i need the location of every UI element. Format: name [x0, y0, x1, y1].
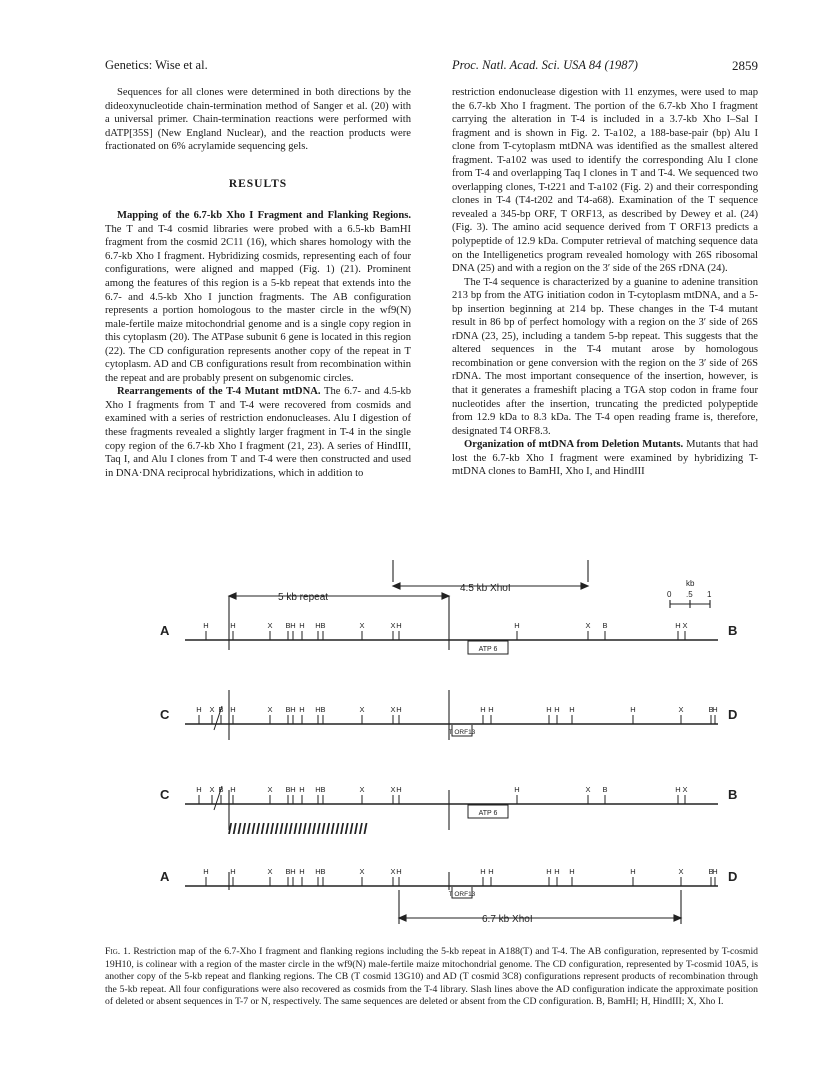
- repeat-arrow-right: [442, 593, 449, 599]
- restriction-site-label-b: B: [708, 705, 714, 714]
- restriction-site-label-x: X: [682, 621, 688, 630]
- orf13-gene-label: T ORF13: [448, 729, 476, 736]
- restriction-site-label-h: H: [488, 867, 494, 876]
- restriction-site-label-x: X: [209, 785, 215, 794]
- atp6-gene-label: ATP 6: [478, 810, 498, 817]
- restriction-site-label-h: H: [299, 621, 305, 630]
- restriction-site-label-x: X: [359, 705, 365, 714]
- xho45-arrow-left: [393, 583, 400, 589]
- map-right-end-label: D: [728, 869, 738, 884]
- restriction-site-label-h: H: [203, 621, 209, 630]
- restriction-site-label-h: H: [675, 621, 681, 630]
- repeat-arrow-left: [229, 593, 236, 599]
- restriction-site-label-h: H: [630, 705, 636, 714]
- restriction-site-label-x: X: [678, 705, 684, 714]
- restriction-site-label-h: H: [230, 785, 236, 794]
- restriction-site-label-h: H: [203, 867, 209, 876]
- configuration-maps: [160, 621, 737, 898]
- restriction-site-label-h: H: [396, 705, 402, 714]
- restriction-site-label-b: B: [320, 785, 326, 794]
- organization-text: Mutants that had lost the 6.7-kb Xho I fragment were examined by hybridizing T-mtDNA clones to BamHI, Xho I, and HindIII: [452, 439, 758, 478]
- restriction-site-label-h: H: [315, 705, 321, 714]
- restriction-site-label-h: H: [514, 621, 520, 630]
- restriction-site-label-h: H: [299, 705, 305, 714]
- caption-text: Restriction map of the 6.7-Xho I fragment and flanking regions including the 5-kb repeat in A188(T) and T-4. The AB configuration, represented by T-cosmid 19H10, is colinear with a region of the master circle in the wf9(N) male-fertile maize mitochondrial genome. The CD configuration, represented by T-cosmid 10A5, is another copy of the 5-kb repeat and flanking regions. The CB (T cosmid 13G10) and AD (T cosmid 3C8) configurations represent products of recombination through the 5-kb repeat. All four configurations were also recovered as cosmids from the T-4 library. Slash lines above the AD configuration indicate the approximate position of deleted or absent sequences in T-7 or N, respectively. The same sequences are deleted or absent from the CD configuration. B, BamHI; H, HindIII; X, Xho I.: [105, 946, 758, 1008]
- results-heading: RESULTS: [228, 177, 288, 190]
- restriction-site-label-h: H: [488, 705, 494, 714]
- restriction-site-label-x: X: [390, 705, 396, 714]
- restriction-site-label-h: H: [480, 867, 486, 876]
- journal-citation: Proc. Natl. Acad. Sci. USA 84 (1987): [452, 58, 638, 72]
- map-right-end-label: B: [728, 787, 738, 802]
- restriction-site-label-h: H: [546, 867, 552, 876]
- restriction-site-label-h: H: [196, 785, 202, 794]
- scale-kb-label: kb: [686, 579, 695, 588]
- restriction-site-label-h: H: [546, 705, 552, 714]
- restriction-site-label-x: X: [678, 867, 684, 876]
- restriction-site-label-b: B: [602, 785, 608, 794]
- restriction-site-label-h: H: [712, 867, 718, 876]
- restriction-site-label-h: H: [514, 785, 520, 794]
- restriction-site-label-b: B: [218, 785, 224, 794]
- restriction-site-label-h: H: [290, 705, 296, 714]
- restriction-site-label-x: X: [267, 867, 273, 876]
- methods-paragraph: Sequences for all clones were determined in both directions by the dideoxynucleotide chain-termination method of Sanger et al. (20) with a universal primer. Chain-termination reactions were performed with dATP[35S] (New England Nuclear), and the reaction products were fractionated on 6% acrylamide sequencing gels.: [105, 87, 411, 153]
- restriction-site-label-h: H: [396, 785, 402, 794]
- figure-caption: [105, 946, 758, 1009]
- restriction-site-label-b: B: [320, 705, 326, 714]
- caption-label: Fig. 1.: [105, 946, 131, 957]
- restriction-site-label-h: H: [675, 785, 681, 794]
- restriction-site-label-h: H: [712, 705, 718, 714]
- scale-1-label: 1: [707, 590, 712, 599]
- continued-paragraph: restriction endonuclease digestion with 11 enzymes, were used to map the 6.7-kb Xho I fragment. The portion of the 6.7-kb Xho I fragment carrying the alteration in T-4 is included in a 3.7-kb Xho I–Sal I fragment and is shown in Fig. 2. T-a102, a 188-base-pair (bp) Alu I clone from T-cytoplasm mtDNA was identified as the smallest altered fragment. T-a102 was used to identify the corresponding Alu I clone from T-4 and overlapping Taq I clones in T and T-4. We sequenced two overlapping clones, T-t221 and T-a102 (Fig. 2) and their corresponding clones in T-4 (T4-t202 and T4-a68). Examination of the T sequence revealed a 345-bp ORF, T ORF13, as described by Dewey et al. (24) (Fig. 3). The amino acid sequence derived from T ORF13 predicts a polypeptide of 12.9 kDa. Computer retrieval of matching sequence data on the Intelligenetics program revealed homology with 26S ribosomal DNA (25) and with a region on the 3′ side of the 26S rDNA (24).: [452, 87, 758, 275]
- restriction-site-label-h: H: [230, 867, 236, 876]
- restriction-site-label-h: H: [290, 621, 296, 630]
- restriction-site-label-h: H: [630, 867, 636, 876]
- restriction-site-label-x: X: [267, 621, 273, 630]
- map-left-end-label: A: [160, 623, 170, 638]
- mapping-runin-heading: Mapping of the 6.7-kb Xho I Fragment and Flanking Regions.: [117, 210, 411, 222]
- restriction-site-label-x: X: [390, 785, 396, 794]
- xho67-label: 6.7 kb XhoI: [482, 914, 533, 925]
- restriction-site-label-h: H: [315, 621, 321, 630]
- restriction-site-label-x: X: [682, 785, 688, 794]
- page-number: 2859: [732, 58, 758, 73]
- restriction-site-label-h: H: [396, 867, 402, 876]
- restriction-site-label-h: H: [290, 867, 296, 876]
- organization-runin-heading: Organization of mtDNA from Deletion Mutants.: [464, 439, 684, 451]
- restriction-site-label-h: H: [230, 705, 236, 714]
- restriction-site-label-x: X: [359, 867, 365, 876]
- orf13-gene-label: T ORF13: [448, 891, 476, 898]
- running-head-authors: Genetics: Wise et al.: [105, 58, 208, 72]
- t4-sequence-paragraph: The T-4 sequence is characterized by a guanine to adenine transition 213 bp from the ATG initiation codon in T-cytoplasm mtDNA, and a 5-bp insertion beginning at 214 bp. These changes in the T-4 mutant result in 86 bp of perfect homology with a region on the 3′ side of 26S rDNA (23, 25), including a tandem 5-bp repeat. This suggests that the altered sequences in the T-4 mutant arose by homologous recombination or gene conversion with the region on the 3′ side of 26S rDNA. The most important consequence of the insertion, however, is that it generates a frameshift placing a TGA stop codon in frame four nucleotides after the insertion, truncating the predicted polypeptide from 12.9 kDa to 8.3 kDa. The T-4 open reading frame is, therefore, designated T4 ORF8.3.: [452, 276, 758, 437]
- restriction-site-label-x: X: [390, 621, 396, 630]
- restriction-site-label-b: B: [285, 867, 291, 876]
- scale-0-label: 0: [667, 590, 672, 599]
- repeat-label: 5 kb repeat: [278, 592, 329, 603]
- restriction-site-label-b: B: [285, 705, 291, 714]
- restriction-site-label-h: H: [569, 867, 575, 876]
- restriction-site-label-x: X: [359, 785, 365, 794]
- restriction-site-label-b: B: [285, 621, 291, 630]
- restriction-site-label-h: H: [290, 785, 296, 794]
- map-left-end-label: C: [160, 787, 170, 802]
- restriction-site-label-x: X: [209, 705, 215, 714]
- xho67-arrow-right: [674, 915, 681, 921]
- restriction-site-label-x: X: [267, 785, 273, 794]
- restriction-site-label-x: X: [585, 785, 591, 794]
- rearrangements-text: The 6.7- and 4.5-kb Xho I fragments from T and T-4 were recovered from cosmids and examined with a series of restriction endonucleases. Alu I digestion of these fragments revealed a slightly larger fragment in T-4 in the single copy region of the 6.7-kb Xho I fragment (21, 23). A series of HindIII, Taq I, and Alu I clones from T and T-4 were then constructed and used in DNA·DNA reciprocal hybridizations, which in addition to: [105, 386, 411, 479]
- restriction-site-label-h: H: [196, 705, 202, 714]
- restriction-site-label-x: X: [267, 705, 273, 714]
- restriction-site-label-b: B: [285, 785, 291, 794]
- restriction-site-label-h: H: [230, 621, 236, 630]
- restriction-site-label-h: H: [396, 621, 402, 630]
- restriction-site-label-b: B: [320, 867, 326, 876]
- restriction-site-label-b: B: [218, 705, 224, 714]
- restriction-site-label-h: H: [299, 785, 305, 794]
- restriction-site-label-x: X: [585, 621, 591, 630]
- restriction-site-label-x: X: [390, 867, 396, 876]
- map-right-end-label: D: [728, 707, 738, 722]
- restriction-site-label-h: H: [554, 867, 560, 876]
- mapping-text: The T and T-4 cosmid libraries were probed with a 6.5-kb BamHI fragment from the cosmid 2C11 (16), which shares homology with the 6.7-kb Xho I fragment. Hybridizing cosmids, representing each of four configurations, were aligned and mapped (Fig. 1) (21). Prominent among the features of this region is a 5-kb repeat that extends into the 6.7- and 4.5-kb Xho I junction fragments. The AB configuration represents a portion homologous to the master circle in the wf9(N) male-fertile maize mitochondrial genome and is a single copy region in this cytoplasm (20). The ATPase subunit 6 gene is located in this region (22). The CD configuration represents another copy of the repeat in T cytoplasm. AD and CB configurations result from recombination within the repeat and are probably present on subgenomic circles.: [105, 223, 411, 384]
- rearrangements-runin-heading: Rearrangements of the T-4 Mutant mtDNA.: [117, 386, 321, 398]
- restriction-site-label-h: H: [315, 785, 321, 794]
- restriction-site-label-b: B: [602, 621, 608, 630]
- xho45-label: 4.5 kb XhoI: [460, 583, 511, 594]
- map-left-end-label: C: [160, 707, 170, 722]
- restriction-site-label-x: X: [359, 621, 365, 630]
- restriction-site-label-h: H: [554, 705, 560, 714]
- deletion-slash-lines: //////////////////////////////: [228, 821, 369, 838]
- map-right-end-label: B: [728, 623, 738, 638]
- restriction-site-label-h: H: [315, 867, 321, 876]
- restriction-site-label-b: B: [320, 621, 326, 630]
- xho67-arrow-left: [399, 915, 406, 921]
- restriction-site-label-h: H: [480, 705, 486, 714]
- atp6-gene-label: ATP 6: [478, 646, 498, 653]
- xho45-arrow-right: [581, 583, 588, 589]
- map-left-end-label: A: [160, 869, 170, 884]
- restriction-site-label-h: H: [569, 705, 575, 714]
- restriction-site-label-b: B: [708, 867, 714, 876]
- scale-half-label: .5: [686, 590, 693, 599]
- restriction-site-label-h: H: [299, 867, 305, 876]
